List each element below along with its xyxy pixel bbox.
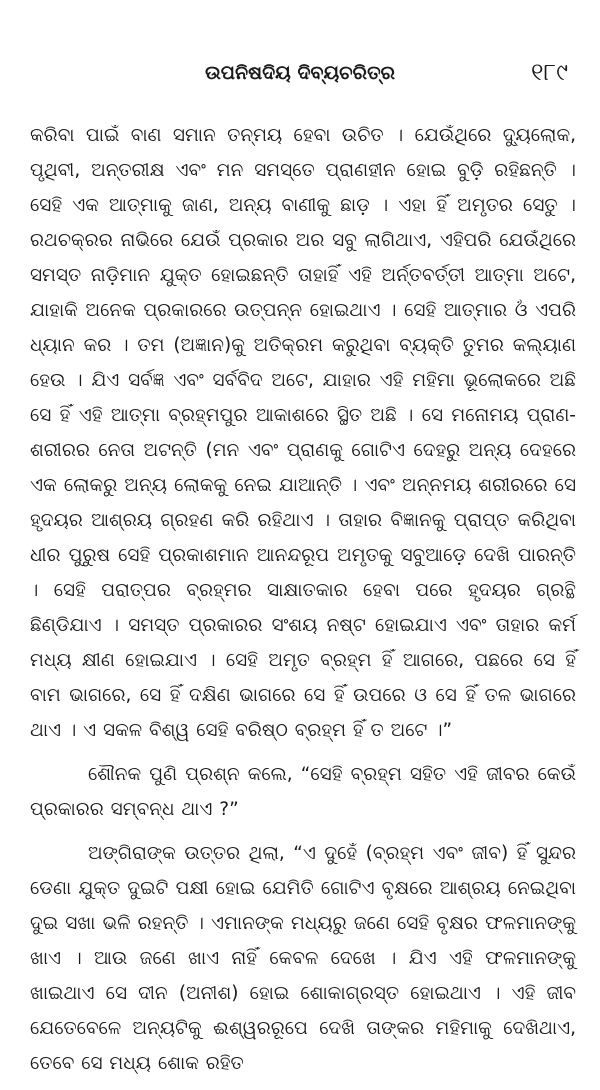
running-head <box>0 58 600 92</box>
page-number: ୧୮୯ <box>531 58 568 86</box>
paragraph: ଶୌନକ ପୁଣି ପ୍ରଶ୍ନ କଲେ, “ସେହି ବ୍ରହ୍ମ ସହିତ ଏହି ଜୀବର କେଉଁ ପ୍ରକାରର ସମ୍ବନ୍ଧ ଥାଏ ?” <box>30 764 576 820</box>
paragraph: ଅଙ୍ଗିରାଙ୍କ ଉତ୍ତର ଥିଲା, “ଏ ଦୁହେଁ (ବ୍ରହ୍ମ ଏବଂ ଜୀବ) ହିଁ ସୁନ୍ଦର ଡେଣା ଯୁକ୍ତ ଦୁଇଟି ପକ୍ଷୀ ହୋଇ ଯେମିତି ଗୋଟିଏ ବୃକ୍ଷରେ ଆଶ୍ରୟ ନେଇଥିବା ଦୁଇ ସଖା ଭଳି ରହନ୍ତି । ଏମାନଙ୍କ ମଧ୍ୟରୁ ଜଣେ ସେହି ବୃକ୍ଷର ଫଳମାନଙ୍କୁ ଖାଏ । ଆଉ ଜଣେ ଖାଏ ନାହିଁ କେବଳ ଦେଖେ । ଯିଏ ଏହି ଫଳମାନଙ୍କୁ ଖାଇଥାଏ ସେ ଦୀନ (ଅନୀଶ) ହୋଇ ଶୋକାଗ୍ରସ୍ତ ହୋଇଥାଏ । ଏହି ଜୀବ ଯେତେବେଳେ ଅନ୍ୟଟିକୁ ଈଶ୍ୱରରୂପେ ଦେଖି ତାଙ୍କର ମହିମାକୁ ଦେଖିଥାଏ, ତେବେ ସେ ମଧ୍ୟ ଶୋକ ରହିତ <box>30 843 576 1074</box>
body-text <box>30 118 576 1090</box>
paragraph: କରିବା ପାଇଁ ବାଣ ସମାନ ତନ୍ମୟ ହେବା ଉଚିତ । ଯେଉଁଥିରେ ଦ୍ୟୁଲୋକ, ପୃଥିବୀ, ଅନ୍ତରୀକ୍ଷ ଏବଂ ମନ ସମସ୍ତେ ପ୍ରାଣହୀନ ହୋଇ ବୁଡ଼ି ରହିଛନ୍ତି । ସେହି ଏକ ଆତ୍ମାକୁ ଜାଣ, ଅନ୍ୟ ବାଣୀକୁ ଛାଡ଼ । ଏହା ହିଁ ଅମୃତର ସେତୁ । ରଥଚକ୍ରର ନାଭିରେ ଯେଉଁ ପ୍ରକାର ଅର ସବୁ ଲାଗିଥାଏ, ଏହିପରି ଯେଉଁଥିରେ ସମସ୍ତ ନାଡ଼ିମାନ ଯୁକ୍ତ ହୋଇଛନ୍ତି ତାହାହିଁ ଏହି ଅର୍ନ୍ତବର୍ତ୍ତୀ ଆତ୍ମା ଅଟେ, ଯାହାକି ଅନେକ ପ୍ରକାରରେ ଉତ୍ପନ୍ନ ହୋଇଥାଏ । ସେହି ଆତ୍ମାର ଓଁ ଏପରି ଧ୍ୟାନ କର । ତମ (ଅଜ୍ଞାନ)କୁ ଅତିକ୍ରମ କରୁଥିବା ବ୍ୟକ୍ତି ତୁମର କଲ୍ୟାଣ ହେଉ । ଯିଏ ସର୍ବଜ୍ଞ ଏବଂ ସର୍ବବିଦ ଅଟେ, ଯାହାର ଏହି ମହିମା ଭୂଲୋକରେ ଅଛି ସେ ହିଁ ଏହି ଆତ୍ମା ବ୍ରହ୍ମପୁର ଆକାଶରେ ସ୍ଥିତ ଅଛି । ସେ ମନୋମୟ ପ୍ରାଣ-ଶରୀରର ନେତା ଅଟନ୍ତି (ମନ ଏବଂ ପ୍ରାଣକୁ ଗୋଟିଏ ଦେହରୁ ଅନ୍ୟ ଦେହରେ ଏକ ଲୋକରୁ ଅନ୍ୟ ଲୋକକୁ ନେଇ ଯାଆନ୍ତି । ଏବଂ ଅନ୍ନମୟ ଶରୀରରେ ସେ ହୃଦୟର ଆଶ୍ରୟ ଗ୍ରହଣ କରି ରହିଥାଏ । ତାହାର ବିଜ୍ଞାନକୁ ପ୍ରାପ୍ତ କରିଥିବା ଧୀର ପୁରୁଷ ସେହି ପ୍ରକାଶମାନ ଆନନ୍ଦରୂପ ଅମୃତକୁ ସବୁଆଡ଼େ ଦେଖି ପାରନ୍ତି । ସେହି ପରାତ୍ପର ବ୍ରହ୍ମର ସାକ୍ଷାତକାର ହେବା ପରେ ହୃଦୟର ଗ୍ରନ୍ଥି ଛିଣ୍ଡିଯାଏ । ସମସ୍ତ ପ୍ରକାରର ସଂଶୟ ନଷ୍ଟ ହୋଇଯାଏ ଏବଂ ତାହାର କର୍ମ ମଧ୍ୟ କ୍ଷୀଣ ହୋଇଯାଏ । ସେହି ଅମୃତ ବ୍ରହ୍ମ ହିଁ ଆଗରେ, ପଛରେ ସେ ହିଁ ବାମ ଭାଗରେ, ସେ ହିଁ ଦକ୍ଷିଣ ଭାଗରେ ସେ ହିଁ ଉପରେ ଓ ସେ ହିଁ ତଳ ଭାଗରେ ଥାଏ । ଏ ସକଳ ବିଶ୍ୱ ସେହି ବରିଷ୍ଠ ବ୍ରହ୍ମ ହିଁ ତ ଅଟେ ।” <box>30 125 576 741</box>
running-title: ଉପନିଷଦିୟ ଦିବ୍ୟଚରିତ୍ର <box>204 62 396 84</box>
